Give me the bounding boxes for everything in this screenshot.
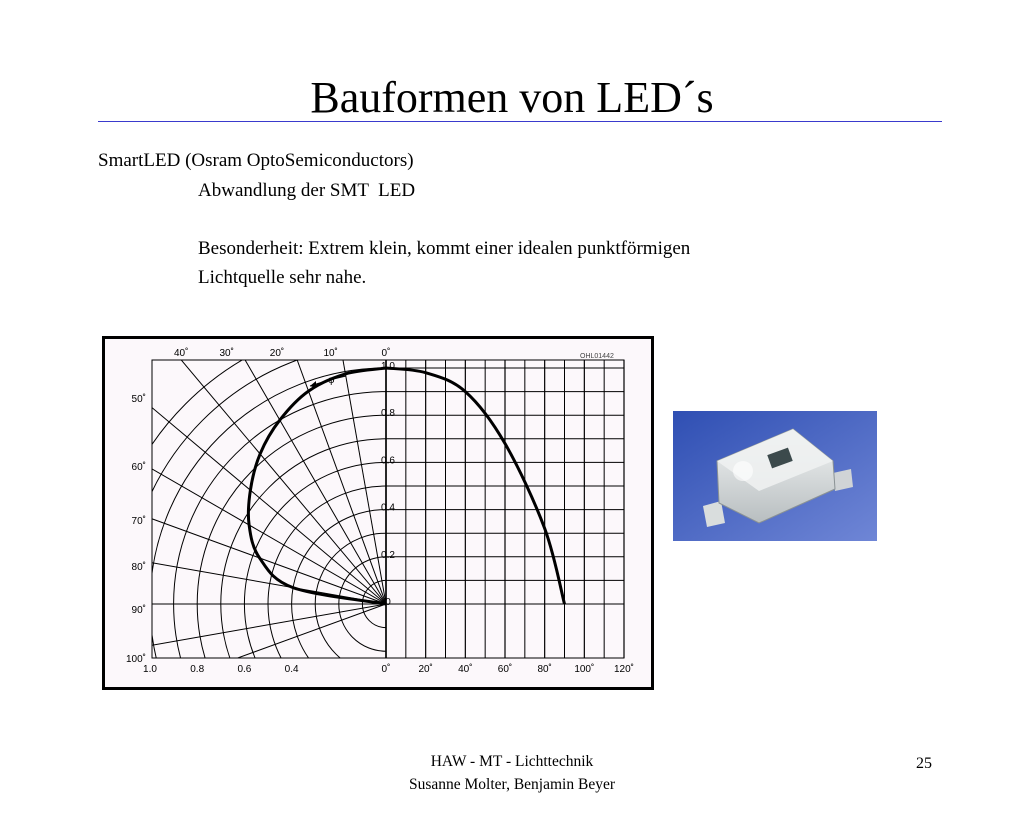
left-angle-label: 60˚ — [131, 462, 146, 473]
top-angle-label: 10˚ — [323, 348, 338, 359]
chart-code: OHL01442 — [580, 353, 614, 360]
chart-frame — [104, 338, 653, 689]
radial-value-label: 0 — [385, 597, 391, 608]
bottom-right-label: 40˚ — [458, 664, 473, 675]
bottom-right-label: 20˚ — [418, 664, 433, 675]
bottom-right-label: 100˚ — [574, 664, 595, 675]
text-line-3: Lichtquelle sehr nahe. — [198, 267, 367, 288]
bottom-left-label: 0.8 — [190, 664, 205, 675]
smartled-photo — [673, 411, 877, 541]
radial-value-label: 0.4 — [381, 502, 395, 514]
radial-value-label: 0.6 — [381, 455, 395, 467]
top-angle-label: 30˚ — [219, 348, 234, 359]
bottom-left-label: 0.4 — [284, 664, 299, 675]
footer-authors: Susanne Molter, Benjamin Beyer — [408, 776, 615, 793]
top-angle-label: 20˚ — [269, 348, 285, 359]
radiation-chart — [102, 336, 654, 690]
text-line-2: Besonderheit: Extrem klein, kommt einer idealen punktförmigen — [198, 238, 691, 259]
radial-value-label: 0.2 — [381, 549, 395, 561]
radial-value-label: 0.8 — [381, 408, 395, 420]
left-angle-label: 100˚ — [125, 654, 146, 665]
left-angle-label: 80˚ — [131, 562, 146, 573]
bottom-right-label: 0˚ — [381, 664, 391, 675]
left-angle-label: 50˚ — [131, 394, 146, 405]
bottom-right-label: 60˚ — [497, 664, 513, 675]
top-angle-label: 40˚ — [173, 348, 189, 359]
left-angle-label: 70˚ — [131, 516, 146, 527]
radial-value-label: 1.0 — [381, 361, 395, 372]
bottom-right-label: 80˚ — [537, 664, 552, 675]
phi-symbol: φ — [328, 375, 335, 386]
left-angle-label: 90˚ — [131, 605, 146, 616]
subheading: SmartLED (Osram OptoSemiconductors) — [98, 150, 414, 171]
text-line-1: Abwandlung der SMT LED — [198, 180, 416, 201]
page-number: 25 — [916, 755, 932, 772]
slide-title: Bauformen von LED´s — [310, 73, 714, 122]
bottom-right-label: 120˚ — [613, 664, 635, 675]
top-angle-label: 0˚ — [381, 348, 391, 359]
bottom-left-label: 0.6 — [237, 664, 252, 675]
bottom-left-label: 1.0 — [143, 664, 157, 675]
footer-course: HAW - MT - Lichttechnik — [430, 753, 594, 770]
title-underline — [98, 121, 942, 122]
led-highlight — [733, 461, 753, 481]
